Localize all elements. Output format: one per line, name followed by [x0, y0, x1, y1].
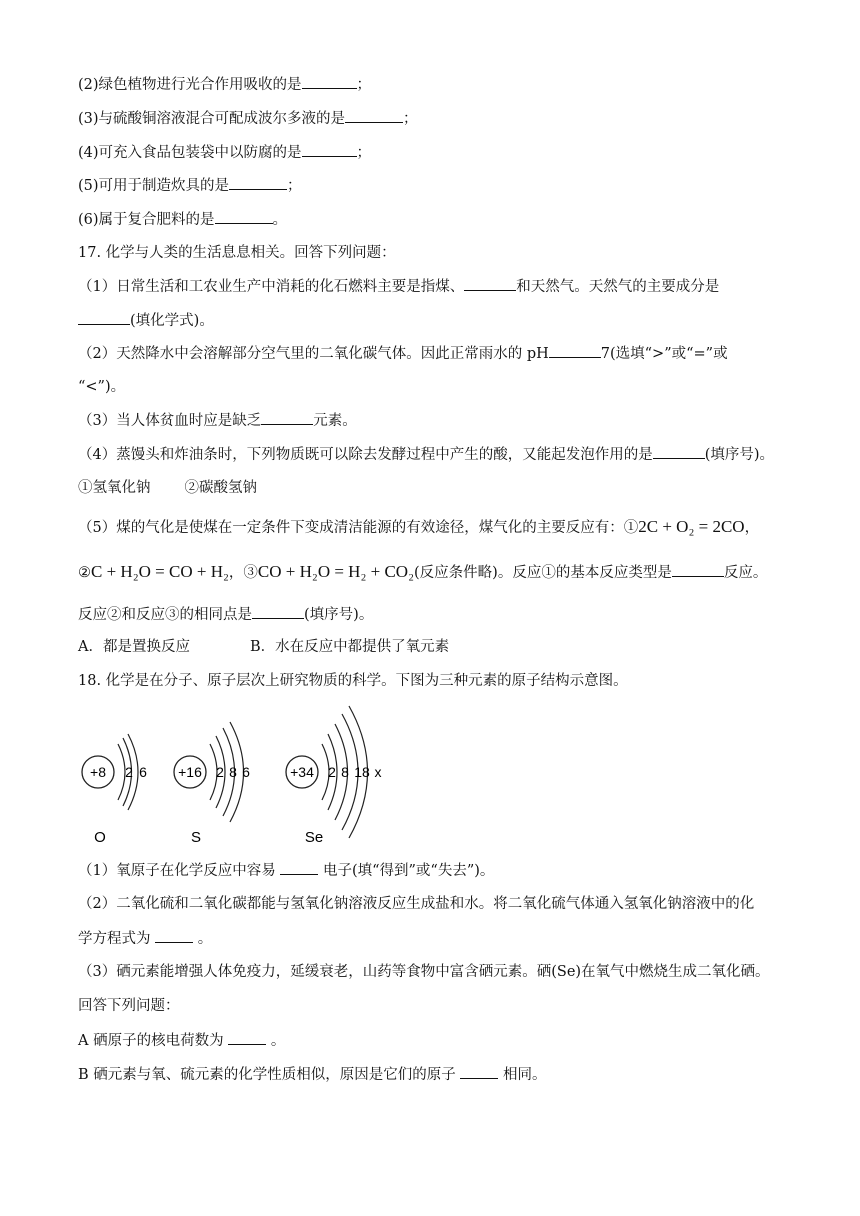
answer-blank[interactable] — [464, 276, 516, 291]
answer-blank[interactable] — [280, 860, 318, 875]
q17-1-line-a — [78, 276, 719, 297]
q16-5-text: (5)可用于制造炊具的是 — [78, 178, 230, 194]
q17-3-line — [78, 410, 357, 431]
q17-5-line-c — [78, 604, 373, 625]
q16-6-text: (6)属于复合肥料的是 — [78, 212, 215, 228]
q18-1-text-b: 电子(填“得到”或“失去”)。 — [322, 863, 495, 879]
q17-2-text: （2）天然降水中会溶解部分空气里的二氧化碳气体。因此正常雨水的 pH — [78, 346, 549, 362]
q18-A-text: A 硒原子的核电荷数为 — [78, 1033, 224, 1049]
q16-4-text: (4)可充入食品包装袋中以防腐的是 — [78, 145, 302, 161]
svg-text:6: 6 — [139, 764, 147, 780]
answer-blank[interactable] — [155, 928, 193, 943]
svg-text:2: 2 — [216, 764, 224, 780]
q18-2-text: （2）二氧化硫和二氧化碳都能与氢氧化钠溶液反应生成盐和水。将二氧化硫气体通入氢氧化钠溶液中的化 — [78, 896, 755, 912]
q16-item-2: (2)绿色植物进行光合作用吸收的是 ； — [78, 74, 371, 95]
answer-blank[interactable] — [215, 209, 273, 224]
q18-A-line — [78, 1030, 285, 1051]
q17-stem — [78, 243, 396, 263]
element-symbol: Se — [304, 829, 324, 846]
q17-2-line-b — [78, 377, 125, 397]
q18-3-text-b: 回答下列问题： — [78, 998, 180, 1014]
svg-text:18: 18 — [354, 764, 370, 780]
nucleus-charge: +34 — [290, 764, 314, 780]
q18-A-text-b: 。 — [270, 1033, 286, 1049]
element-symbol: O — [94, 829, 106, 846]
atom-structure-diagram — [78, 700, 398, 850]
q17-3-text-b: 元素。 — [313, 413, 357, 429]
q17-1-line-b — [78, 310, 214, 331]
svg-text:8: 8 — [341, 764, 349, 780]
answer-blank[interactable] — [302, 142, 357, 157]
oxygen-atom — [82, 734, 147, 846]
nucleus-charge: +8 — [90, 764, 106, 780]
element-symbol: S — [190, 829, 202, 846]
q17-4-text-b: (填序号)。 — [704, 447, 775, 463]
answer-blank[interactable] — [229, 175, 287, 190]
answer-blank[interactable] — [78, 310, 130, 325]
q16-item-5: (5)可用于制造炊具的是 ； — [78, 175, 302, 196]
answer-blank[interactable] — [252, 604, 304, 619]
q17-2-line-a — [78, 343, 728, 364]
q17-5-options — [78, 637, 449, 657]
q17-5-text: （5）煤的气化是使煤在一定条件下变成清洁能源的有效途径，煤气化的主要反应有：① — [78, 520, 639, 536]
q18-B-text-b: 相同。 — [502, 1067, 547, 1083]
q18-3-line-b — [78, 996, 180, 1016]
q17-4-option-1: ①氢氧化钠 — [78, 480, 151, 496]
q17-5-text-d: (反应条件略)。反应①的基本反应类型是 — [414, 565, 672, 581]
q18-2-text-b: 学方程式为 — [78, 931, 151, 947]
answer-blank[interactable] — [460, 1064, 498, 1079]
q18-B-line — [78, 1064, 546, 1085]
equation-1: 2C + O₂ = 2CO — [638, 517, 745, 536]
sulfur-atom — [174, 722, 250, 846]
svg-text:x: x — [374, 764, 382, 780]
q17-5-option-a: A．都是置换反应 — [78, 639, 190, 655]
q18-B-text: B 硒元素与氧、硫元素的化学性质相似，原因是它们的原子 — [78, 1067, 456, 1083]
q17-5-marker-2: ② — [78, 565, 91, 581]
q17-3-text: （3）当人体贫血时应是缺乏 — [78, 413, 262, 429]
selenium-atom — [286, 706, 382, 846]
q17-5-text-f: 反应②和反应③的相同点是 — [78, 607, 252, 623]
q17-stem-text: 17. 化学与人类的生活息息相关。回答下列问题： — [78, 245, 396, 261]
q17-1-text-c: (填化学式)。 — [130, 313, 214, 329]
svg-text:6: 6 — [242, 764, 250, 780]
q16-item-3: (3)与硫酸铜溶液混合可配成波尔多液的是 ； — [78, 108, 418, 129]
q17-2-text-c: “<”)。 — [78, 379, 126, 395]
q18-stem — [78, 671, 628, 691]
svg-text:2: 2 — [125, 764, 133, 780]
q18-1-line — [78, 860, 494, 881]
q17-2-text-b: 7(选填“>”或“=”或 — [600, 346, 728, 362]
q16-2-text: (2)绿色植物进行光合作用吸收的是 — [78, 77, 302, 93]
nucleus-charge: +16 — [178, 764, 202, 780]
answer-blank[interactable] — [653, 444, 705, 459]
q17-5-option-b: B．水在反应中都提供了氧元素 — [249, 639, 450, 655]
q16-3-text: (3)与硫酸铜溶液混合可配成波尔多液的是 — [78, 111, 346, 127]
q17-4-line — [78, 444, 774, 465]
answer-blank[interactable] — [672, 562, 724, 577]
q18-2-line-b — [78, 928, 212, 949]
q17-5-text-e: 反应。 — [723, 565, 768, 581]
svg-text:8: 8 — [229, 764, 237, 780]
answer-blank[interactable] — [302, 74, 357, 89]
q18-3-text: （3）硒元素能增强人体免疫力，延缓衰老，山药等食物中富含硒元素。硒(Se)在氧气中燃烧生成二氧化硒。 — [78, 964, 770, 980]
q17-4-options — [78, 478, 257, 498]
q16-item-6: (6)属于复合肥料的是 。 — [78, 209, 287, 230]
q17-5-line-a: （5）煤的气化是使煤在一定条件下变成清洁能源的有效途径，煤气化的主要反应有：①2C + O₂ = 2CO， — [78, 517, 760, 536]
q18-1-text: （1）氧原子在化学反应中容易 — [78, 863, 276, 879]
answer-blank[interactable] — [228, 1030, 266, 1045]
q16-item-4: (4)可充入食品包装袋中以防腐的是 ； — [78, 142, 371, 163]
q17-4-text: （4）蒸馒头和炸油条时，下列物质既可以除去发酵过程中产生的酸，又能起发泡作用的是 — [78, 447, 653, 463]
answer-blank[interactable] — [549, 343, 601, 358]
q17-1-text-b: 和天然气。天然气的主要成分是 — [516, 279, 720, 295]
q17-5-text-g: (填序号)。 — [304, 607, 374, 623]
equation-3: CO + H₂O = H₂ + CO₂ — [257, 562, 415, 581]
q17-4-option-2: ②碳酸氢钠 — [184, 480, 257, 496]
q18-2-text-c: 。 — [197, 931, 213, 947]
q18-3-line-a — [78, 962, 770, 982]
q18-stem-text: 18. 化学是在分子、原子层次上研究物质的科学。下图为三种元素的原子结构示意图。 — [78, 673, 628, 689]
answer-blank[interactable] — [261, 410, 313, 425]
q17-5-line-b — [78, 562, 767, 583]
q18-2-line-a — [78, 894, 754, 914]
q17-5-marker-3: ，③ — [228, 565, 258, 581]
answer-blank[interactable] — [345, 108, 403, 123]
q17-1-text: （1）日常生活和工农业生产中消耗的化石燃料主要是指煤、 — [78, 279, 465, 295]
svg-text:2: 2 — [328, 764, 336, 780]
equation-2: C + H₂O = CO + H₂ — [91, 562, 229, 581]
